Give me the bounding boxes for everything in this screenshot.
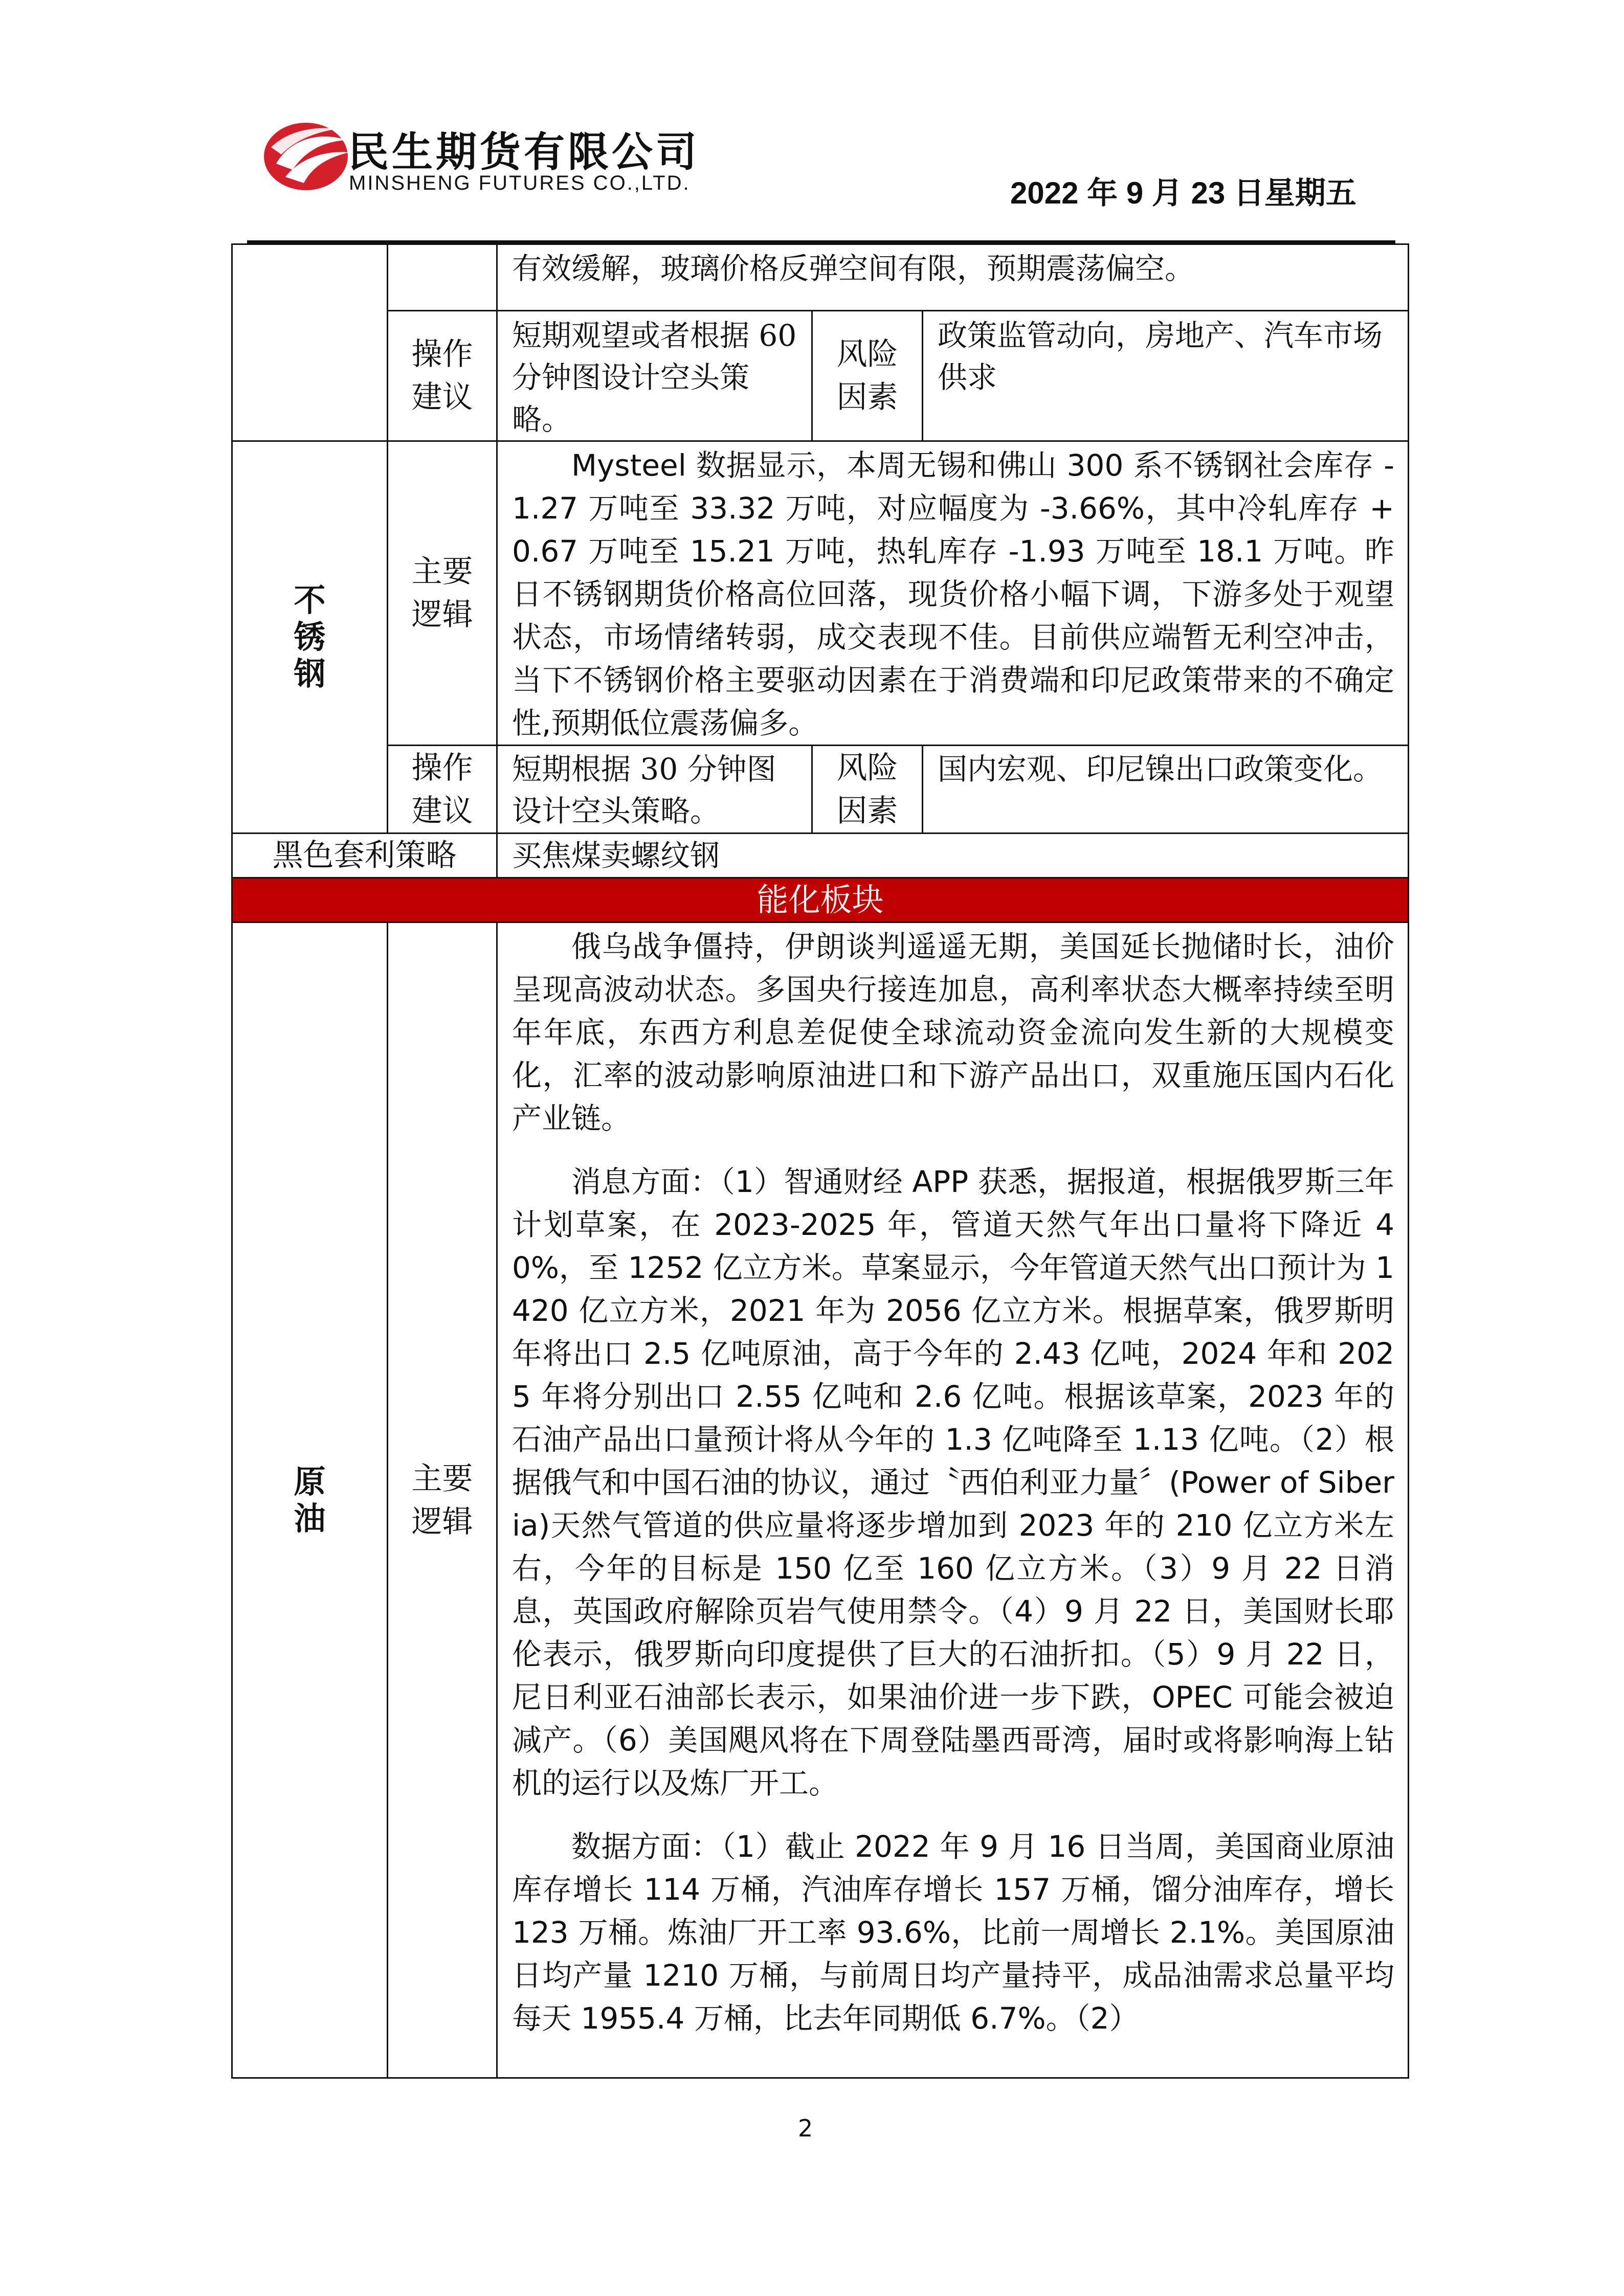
- crude-paragraph: 数据方面：（1）截止 2022 年 9 月 16 日当周，美国商业原油库存增长 114 万桶，汽油库存增长 157 万桶，馏分油库存，增长 123 万桶。炼油厂开工率 93.6%，比前一周增长 2.1%。美国原油日均产量 1210 万桶，与前周日均产量持平，成品油需求总量平均每天 1955.4 万桶，比去年同期低 6.7%。（2）: [512, 1829, 1394, 2036]
- glass-logic-cell: [497, 244, 1409, 311]
- report-date: 2022 年 9 月 23 日星期五: [1010, 176, 1356, 210]
- stainless-logic-label: 主要 逻辑: [388, 441, 497, 746]
- crude-logic-row: [232, 922, 1409, 2078]
- crude-logic-cell: [497, 922, 1409, 2078]
- stainless-product-label: 不 锈 钢: [232, 441, 388, 834]
- glass-product-cell: [232, 244, 388, 441]
- company-name-en: MINSHENG FUTURES CO.,LTD.: [349, 172, 691, 194]
- strategy-table: [231, 243, 1409, 2079]
- glass-logic-text: 有效缓解，玻璃价格反弹空间有限，预期震荡偏空。: [512, 251, 1195, 286]
- stainless-op-row: [232, 746, 1409, 834]
- crude-paragraph: 消息方面：（1）智通财经 APP 获悉，据报道，根据俄罗斯三年计划草案，在 2023-2025 年，管道天然气年出口量将下降近 40%，至 1252 亿立方米。草案显示，今年管道天然气出口预计为 1420 亿立方米，2021 年为 2056 亿立方米。根据草案，俄罗斯明年将出口 2.5 亿吨原油，高于今年的 2.43 亿吨，2024 年和 2025 年将分别出口 2.55 亿吨和 2.6 亿吨。根据该草案，2023 年的石油产品出口量预计将从今年的 1.3 亿吨降至 1.13 亿吨。（2）根据俄气和中国石油的协议，通过〝西伯利亚力量〞(Power of Siberia)天然气管道的供应量将逐步增加到 2023 年的 210 亿立方米左右，今年的目标是 150 亿至 160 亿立方米。（3）9 月 22 日消息，英国政府解除页岩气使用禁令。（4）9 月 22 日，美国财长耶伦表示，俄罗斯向印度提供了巨大的石油折扣。（5）9 月 22 日，尼日利亚石油部长表示，如果油价进一步下跌，OPEC 可能会被迫减产。（6）美国飓风将在下周登陆墨西哥湾，届时或将影响海上钻机的运行以及炼厂开工。: [512, 1164, 1394, 1800]
- company-name-cn: 民生期货有限公司: [348, 128, 700, 176]
- black-arbitrage-row: [232, 834, 1409, 878]
- glass-op-row: [232, 311, 1409, 441]
- minsheng-logo-icon: [261, 117, 353, 193]
- section-row: [232, 878, 1409, 922]
- stainless-logic-cell: [497, 441, 1409, 746]
- glass-op-cell: [497, 311, 812, 441]
- stainless-risk-cell: [923, 746, 1409, 834]
- stainless-risk-label: 风险 因素: [812, 746, 923, 834]
- crude-product-label: 原 油: [232, 922, 388, 2078]
- stainless-logic-text: Mysteel 数据显示，本周无锡和佛山 300 系不锈钢社会库存 -1.27 万吨至 33.32 万吨，对应幅度为 -3.66%，其中冷轧库存 +0.67 万吨至 15.21 万吨，热轧库存 -1.93 万吨至 18.1 万吨。昨日不锈钢期货价格高位回落，现货价格小幅下调，下游多处于观望状态，市场情绪转弱，成交表现不佳。目前供应端暂无利空冲击，当下不锈钢价格主要驱动因素在于消费端和印尼政策带来的不确定性,预期低位震荡偏多。: [512, 448, 1394, 740]
- glass-logic-label-cell: [388, 244, 497, 311]
- stainless-risk-text: 国内宏观、印尼镍出口政策变化。: [938, 752, 1383, 786]
- black-arbitrage-text: 买焦煤卖螺纹钢: [512, 838, 720, 873]
- black-arbitrage-label: 黑色套利策略: [232, 834, 497, 878]
- stainless-op-label: 操作 建议: [388, 746, 497, 834]
- glass-risk-label: 风险 因素: [812, 311, 923, 441]
- stainless-logic-row: [232, 441, 1409, 746]
- glass-risk-text: 政策监管动向，房地产、汽车市场供求: [938, 318, 1383, 395]
- black-arbitrage-cell: [497, 834, 1409, 878]
- glass-op-text: 短期观望或者根据 60 分钟图设计空头策略。: [512, 318, 797, 437]
- glass-logic-row: [232, 244, 1409, 311]
- stainless-op-text: 短期根据 30 分钟图设计空头策略。: [512, 752, 776, 828]
- company-logo: [261, 117, 752, 204]
- crude-logic-label: 主要 逻辑: [388, 922, 497, 2078]
- page-number: 2: [798, 2114, 813, 2142]
- glass-risk-cell: [923, 311, 1409, 441]
- section-title: 能化板块: [232, 878, 1409, 922]
- crude-paragraph: 俄乌战争僵持，伊朗谈判遥遥无期，美国延长抛储时长，油价呈现高波动状态。多国央行接连加息，高利率状态大概率持续至明年年底，东西方利息差促使全球流动资金流向发生新的大规模变化，汇率的波动影响原油进口和下游产品出口，双重施压国内石化产业链。: [512, 929, 1394, 1136]
- stainless-op-cell: [497, 746, 812, 834]
- glass-op-label: 操作 建议: [388, 311, 497, 441]
